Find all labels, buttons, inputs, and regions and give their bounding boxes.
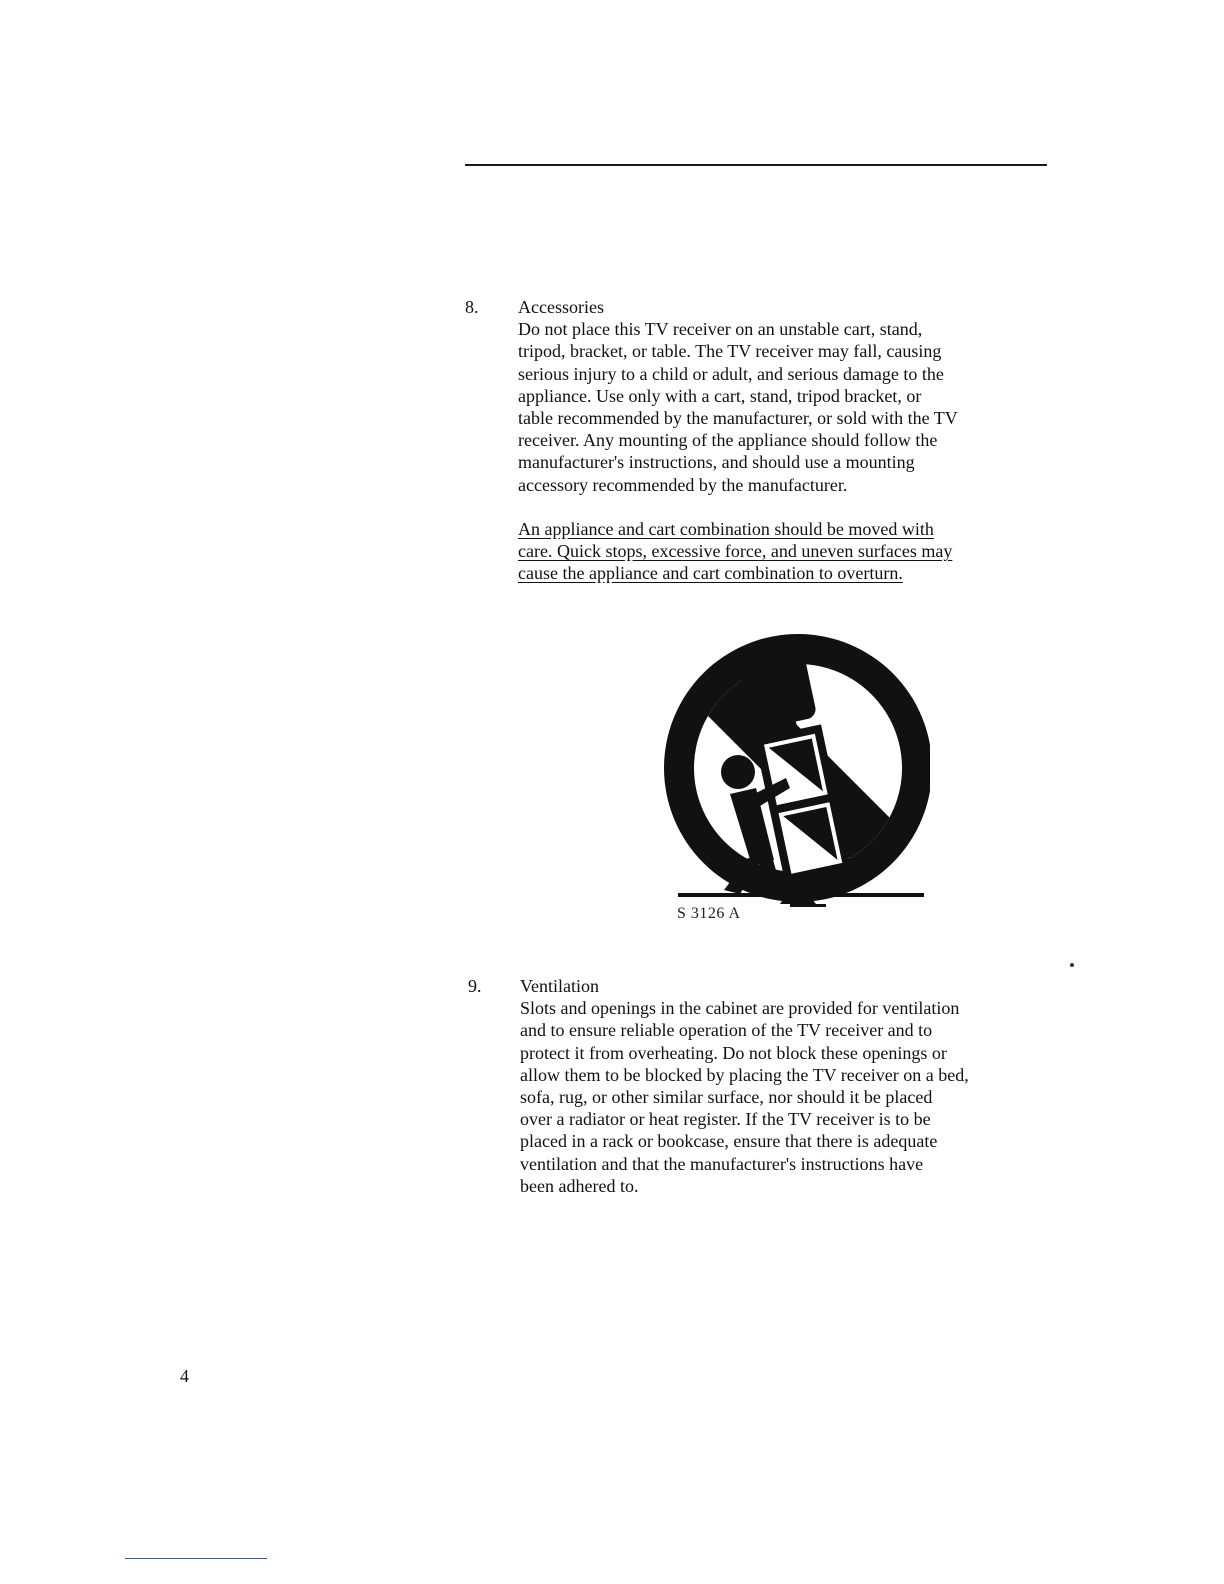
footer-rule (125, 1558, 267, 1559)
paragraph-line: appliance. Use only with a cart, stand, tripod bracket, or (518, 385, 922, 406)
paragraph-line: over a radiator or heat register. If the TV receiver is to be (520, 1109, 931, 1130)
paragraph-line: accessory recommended by the manufacturer. (518, 474, 848, 495)
paragraph-line: sofa, rug, or other similar surface, nor should it be placed (520, 1087, 933, 1108)
warning-line: cause the appliance and cart combination to overturn. (518, 563, 903, 584)
paragraph-line: tripod, bracket, or table. The TV receiver may fall, causing (518, 341, 942, 362)
section-body (518, 296, 1058, 584)
page-number: 4 (180, 1366, 189, 1386)
section-number: 9. (468, 976, 482, 996)
figure-caption: S 3126 A (677, 905, 741, 922)
cart-tip-over-warning-icon (660, 628, 930, 910)
section-heading: Ventilation (520, 976, 599, 996)
paragraph-line: serious injury to a child or adult, and serious damage to the (518, 363, 944, 384)
paragraph-line: Do not place this TV receiver on an unstable cart, stand, (518, 319, 923, 340)
paragraph-line: receiver. Any mounting of the appliance should follow the (518, 430, 938, 451)
paragraph-line: table recommended by the manufacturer, or sold with the TV (518, 408, 958, 429)
paragraph-line: been adhered to. (520, 1175, 639, 1196)
warning-line: care. Quick stops, excessive force, and uneven surfaces may (518, 541, 953, 562)
section-number: 8. (465, 297, 479, 317)
paragraph-line: Slots and openings in the cabinet are provided for ventilation (520, 998, 960, 1019)
warning-line: An appliance and cart combination should be moved with (518, 518, 934, 539)
paragraph-line: protect it from overheating. Do not block these openings or (520, 1042, 947, 1063)
paragraph-line: and to ensure reliable operation of the TV receiver and to (520, 1020, 933, 1041)
section-body (520, 975, 1060, 1197)
paragraph-line: placed in a rack or bookcase, ensure that there is adequate (520, 1131, 938, 1152)
warning-text (518, 518, 1058, 585)
paragraph-line: allow them to be blocked by placing the TV receiver on a bed, (520, 1064, 969, 1085)
paragraph-line: manufacturer's instructions, and should use a mounting (518, 452, 915, 473)
header-rule (465, 164, 1047, 166)
speck (1070, 963, 1074, 967)
section-heading: Accessories (518, 297, 604, 317)
paragraph-line: ventilation and that the manufacturer's instructions have (520, 1153, 924, 1174)
